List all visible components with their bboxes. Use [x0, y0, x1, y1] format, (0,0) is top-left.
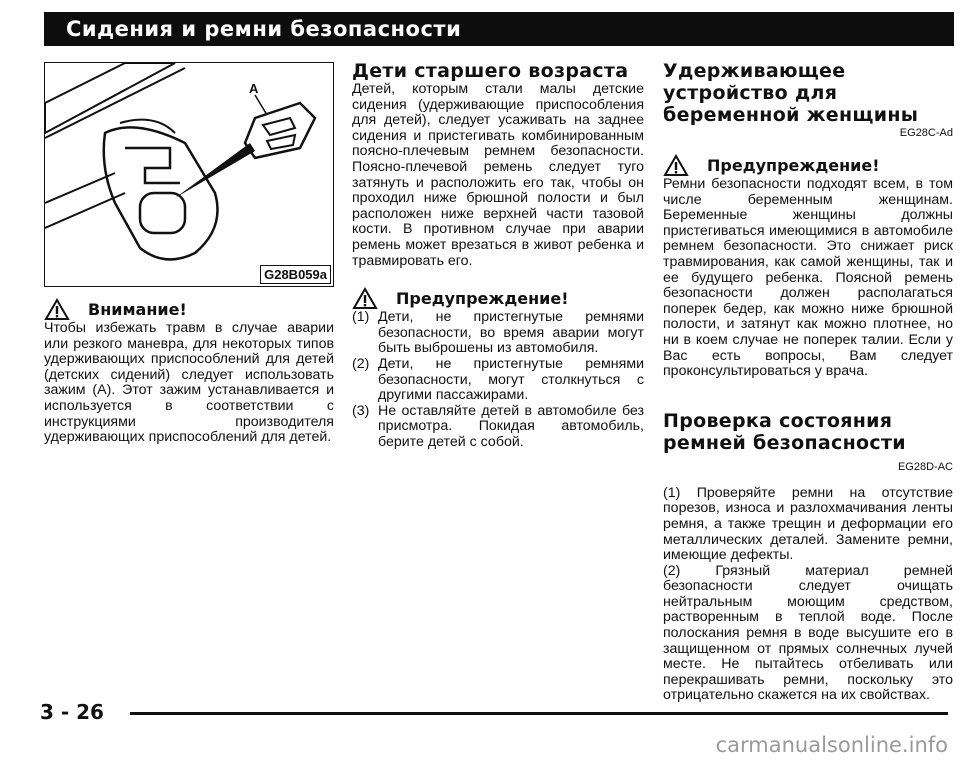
page-number: 3 - 26 [40, 700, 104, 724]
inspection-paragraph-2: (2) Грязный материал ремней безопасности следует очищать нейтральным моющим средством, растворенным в теплой воде. После полоскания ремня в воде высушите его в защищенном от прямых солнечных лучей месте. Не пытайтесь отбеливать или перекрашивать ремни, поскольку это отрицательно скажется на их свойствах. [663, 562, 953, 704]
section-title: Сидения и ремни безопасности [66, 17, 462, 41]
section-header [44, 12, 954, 46]
older-children-text: Детей, которым стали малы детские сидения (удерживающие приспособления для детей), следует усаживать на заднее сидения и пристегивать комбинированным поясно-плечевым ремнем безопасности. Поясно-плечевой ремень следует туго затянуть и расположить его так, чтобы он проходил ниже брюшной полости и был расположен ниже верхней части тазовой кости. В противном случае при аварии ремень может врезаться в живот ребенка и травмировать его. [352, 81, 644, 269]
children-warning-heading [352, 287, 644, 310]
figure-code: G28B059a [260, 265, 331, 284]
watermark-text: carmanualsonline.info [715, 733, 948, 757]
list-item: (1) Дети, не пристегнутые ремнями безопасности, во время аварии могут быть выброшены из автомобиля. [352, 309, 644, 357]
caution-heading [44, 298, 334, 321]
list-item: (2) Дети, не пристегнутые ремнями безопасности, могут столкнуться с другими пассажирами. [352, 355, 644, 404]
pregnant-heading: Удерживающее устройство для беременной женщины [663, 60, 919, 126]
pregnant-section [663, 60, 953, 704]
belt-clip-illustration [44, 62, 334, 287]
warning-triangle-icon [663, 154, 689, 177]
pregnant-text: Ремни безопасности подходят всем, в том числе беременным женщинам. Беременные женщины должны пристегиваться имеющимися в автомобиле ремнем безопасности. Это снижает риск травмирования, как самой женщины, так и ее будущего ребенка. Поясной ремень безопасности должен располагаться поперек бедер, как можно ниже брюшной полости, и затянут как можно плотнее, но ни в коем случае не поперек талии. Если у Вас есть вопросы, Вам следует проконсультироваться у врача. [663, 176, 953, 380]
inspection-heading: Проверка состояния ремней безопасности [663, 409, 906, 454]
children-warning-list [352, 310, 644, 450]
older-children-section [352, 60, 644, 450]
seatbelt-clip-drawing [45, 63, 332, 285]
caution-title: Внимание! [88, 299, 187, 319]
pregnant-code: EG28C-Ad [899, 127, 953, 139]
warning-triangle-icon [44, 298, 70, 321]
warning-triangle-icon [352, 287, 378, 310]
callout-label: A [249, 81, 259, 96]
list-item: (3) Не оставляйте детей в автомобиле без присмотра. Покидая автомобиль, берите детей с собой. [352, 402, 644, 450]
pregnant-warning-heading [663, 154, 953, 177]
caution-block [44, 298, 334, 446]
caution-text: Чтобы избежать травм в случае аварии или резкого маневра, для некоторых типов удерживающих приспособлений для детей (детских сидений) следует использовать зажим (А). Этот зажим устанавливается и используется в соответствии с инструкциями производителя удерживающих приспособлений для детей. [44, 320, 334, 446]
children-warning-title: Предупреждение! [396, 288, 569, 308]
inspection-code: EG28D-AC [897, 460, 953, 473]
pregnant-warning-title: Предупреждение! [707, 155, 880, 175]
inspection-paragraph-1: (1) Проверяйте ремни на отсутствие порезов, износа и разлохмачивания ленты ремня, а также трещин и деформации его металлических деталей. Замените ремни, имеющие дефекты. [663, 484, 953, 564]
older-children-heading: Дети старшего возраста [352, 60, 629, 82]
footer-divider [130, 712, 948, 715]
